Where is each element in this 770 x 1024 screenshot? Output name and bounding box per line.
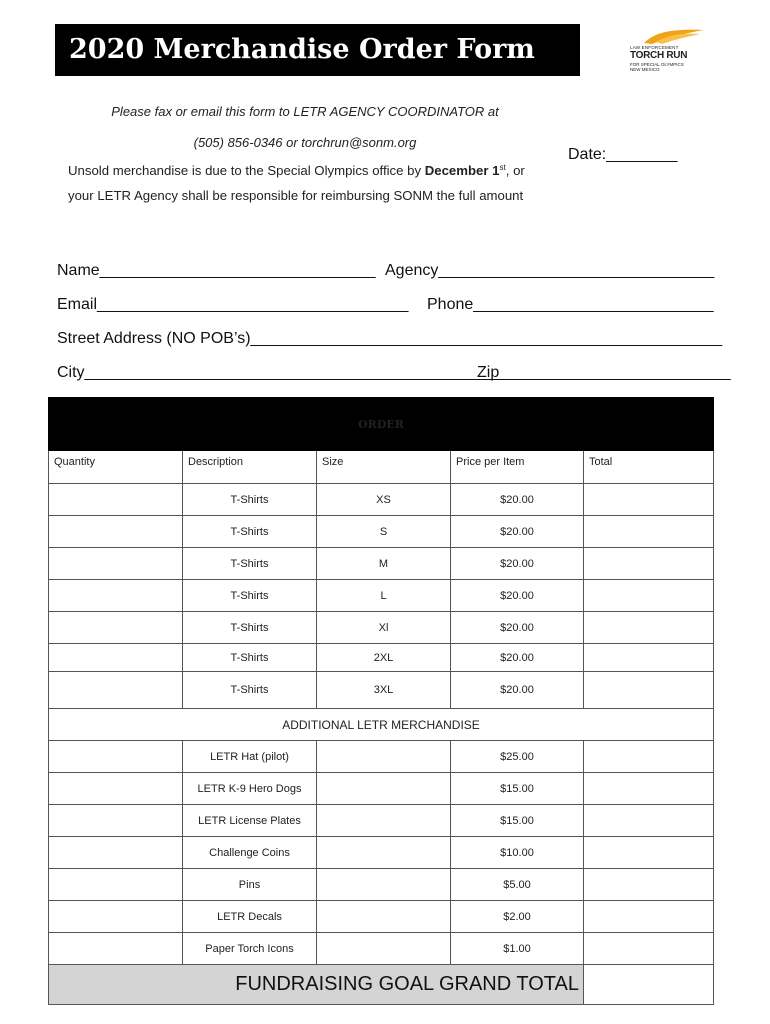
description-cell: LETR K-9 Hero Dogs xyxy=(183,773,317,805)
due-date-suffix: st xyxy=(499,163,506,172)
total-cell[interactable] xyxy=(584,933,714,965)
name-field[interactable]: Name_______________________________ xyxy=(57,262,376,279)
merchandise-row xyxy=(49,773,714,805)
tshirt-row xyxy=(49,516,714,548)
total-cell[interactable] xyxy=(584,548,714,580)
merchandise-row xyxy=(49,837,714,869)
price-cell: $10.00 xyxy=(451,837,584,869)
total-cell[interactable] xyxy=(584,516,714,548)
price-cell: $20.00 xyxy=(451,484,584,516)
column-header-size: Size xyxy=(317,451,451,484)
price-cell: $20.00 xyxy=(451,672,584,709)
size-cell xyxy=(317,773,451,805)
price-cell: $5.00 xyxy=(451,869,584,901)
intro-line-1: Please fax or email this form to LETR AGENCY COORDINATOR at xyxy=(111,104,499,119)
torch-run-logo xyxy=(630,28,710,76)
logo-sub-line-1: FOR SPECIAL OLYMPICS xyxy=(630,62,684,67)
price-cell: $25.00 xyxy=(451,741,584,773)
due-date-bold: December 1 xyxy=(424,163,500,178)
total-cell[interactable] xyxy=(584,580,714,612)
date-field[interactable]: Date:________ xyxy=(568,146,678,163)
size-cell xyxy=(317,837,451,869)
description-cell: T-Shirts xyxy=(183,516,317,548)
tshirt-row xyxy=(49,672,714,709)
tshirt-row xyxy=(49,612,714,644)
size-cell: L xyxy=(317,580,451,612)
total-cell[interactable] xyxy=(584,773,714,805)
merchandise-row xyxy=(49,805,714,837)
price-cell: $20.00 xyxy=(451,580,584,612)
description-cell: T-Shirts xyxy=(183,612,317,644)
agency-field[interactable]: Agency_______________________________ xyxy=(385,262,715,279)
quantity-cell[interactable] xyxy=(49,933,183,965)
column-header-total: Total xyxy=(584,451,714,484)
quantity-cell[interactable] xyxy=(49,901,183,933)
total-cell[interactable] xyxy=(584,741,714,773)
quantity-cell[interactable] xyxy=(49,612,183,644)
size-cell: M xyxy=(317,548,451,580)
column-header-quantity: Quantity xyxy=(49,451,183,484)
total-cell[interactable] xyxy=(584,837,714,869)
quantity-cell[interactable] xyxy=(49,516,183,548)
column-header-row xyxy=(49,451,714,484)
price-cell: $15.00 xyxy=(451,773,584,805)
size-cell: XS xyxy=(317,484,451,516)
description-cell: LETR Decals xyxy=(183,901,317,933)
quantity-cell[interactable] xyxy=(49,644,183,672)
grand-total-label: FUNDRAISING GOAL GRAND TOTAL xyxy=(49,965,584,1005)
zip-field[interactable]: Zip__________________________ xyxy=(477,364,731,381)
city-field[interactable]: City_______________________________________________ xyxy=(57,364,503,381)
email-field[interactable]: Email___________________________________ xyxy=(57,296,409,313)
price-cell: $20.00 xyxy=(451,516,584,548)
price-cell: $20.00 xyxy=(451,612,584,644)
price-cell: $20.00 xyxy=(451,548,584,580)
phone-field[interactable]: Phone___________________________ xyxy=(427,296,714,313)
total-cell[interactable] xyxy=(584,484,714,516)
column-header-description: Description xyxy=(183,451,317,484)
price-cell: $15.00 xyxy=(451,805,584,837)
quantity-cell[interactable] xyxy=(49,773,183,805)
description-cell: Paper Torch Icons xyxy=(183,933,317,965)
quantity-cell[interactable] xyxy=(49,741,183,773)
size-cell xyxy=(317,805,451,837)
street-address-field[interactable]: Street Address (NO POB’s)_____________________________________________________ xyxy=(57,330,723,347)
logo-main-text: TORCH RUN xyxy=(630,50,688,61)
additional-merchandise-heading: ADDITIONAL LETR MERCHANDISE xyxy=(49,709,714,741)
quantity-cell[interactable] xyxy=(49,805,183,837)
due-text-after: , or xyxy=(505,163,525,178)
due-notice-line-1 xyxy=(68,163,525,178)
quantity-cell[interactable] xyxy=(49,484,183,516)
tshirt-row xyxy=(49,644,714,672)
quantity-cell[interactable] xyxy=(49,672,183,709)
total-cell[interactable] xyxy=(584,805,714,837)
price-cell: $20.00 xyxy=(451,644,584,672)
merchandise-row xyxy=(49,901,714,933)
size-cell xyxy=(317,741,451,773)
due-text-before: Unsold merchandise is due to the Special Olympics office by xyxy=(68,163,425,178)
size-cell xyxy=(317,901,451,933)
description-cell: LETR Hat (pilot) xyxy=(183,741,317,773)
quantity-cell[interactable] xyxy=(49,580,183,612)
logo-top-line: LAW ENFORCEMENT xyxy=(630,45,679,50)
tshirt-row xyxy=(49,484,714,516)
merchandise-row xyxy=(49,741,714,773)
size-cell: S xyxy=(317,516,451,548)
total-cell[interactable] xyxy=(584,869,714,901)
due-notice-line-2: your LETR Agency shall be responsible for reimbursing SONM the full amount xyxy=(68,188,524,203)
size-cell: 3XL xyxy=(317,672,451,709)
total-cell[interactable] xyxy=(584,644,714,672)
price-cell: $2.00 xyxy=(451,901,584,933)
description-cell: T-Shirts xyxy=(183,644,317,672)
quantity-cell[interactable] xyxy=(49,869,183,901)
grand-total-row xyxy=(49,965,714,1005)
intro-line-2: (505) 856-0346 or torchrun@sonm.org xyxy=(193,135,417,150)
logo-sub-line-2: NEW MEXICO xyxy=(630,67,660,72)
total-cell[interactable] xyxy=(584,672,714,709)
merchandise-row xyxy=(49,869,714,901)
description-cell: T-Shirts xyxy=(183,672,317,709)
order-heading: ORDER xyxy=(49,398,714,451)
grand-total-cell[interactable] xyxy=(584,965,714,1005)
size-cell xyxy=(317,933,451,965)
tshirt-row xyxy=(49,580,714,612)
size-cell: 2XL xyxy=(317,644,451,672)
size-cell xyxy=(317,869,451,901)
total-cell[interactable] xyxy=(584,612,714,644)
description-cell: Challenge Coins xyxy=(183,837,317,869)
form-title: 2020 Merchandise Order Form xyxy=(55,24,580,76)
tshirt-row xyxy=(49,548,714,580)
quantity-cell[interactable] xyxy=(49,548,183,580)
description-cell: T-Shirts xyxy=(183,484,317,516)
total-cell[interactable] xyxy=(584,901,714,933)
torch-flame-icon xyxy=(630,28,710,46)
description-cell: T-Shirts xyxy=(183,548,317,580)
description-cell: Pins xyxy=(183,869,317,901)
description-cell: LETR License Plates xyxy=(183,805,317,837)
quantity-cell[interactable] xyxy=(49,837,183,869)
description-cell: T-Shirts xyxy=(183,580,317,612)
column-header-price: Price per Item xyxy=(451,451,584,484)
price-cell: $1.00 xyxy=(451,933,584,965)
order-table xyxy=(48,397,714,1005)
size-cell: Xl xyxy=(317,612,451,644)
merchandise-row xyxy=(49,933,714,965)
